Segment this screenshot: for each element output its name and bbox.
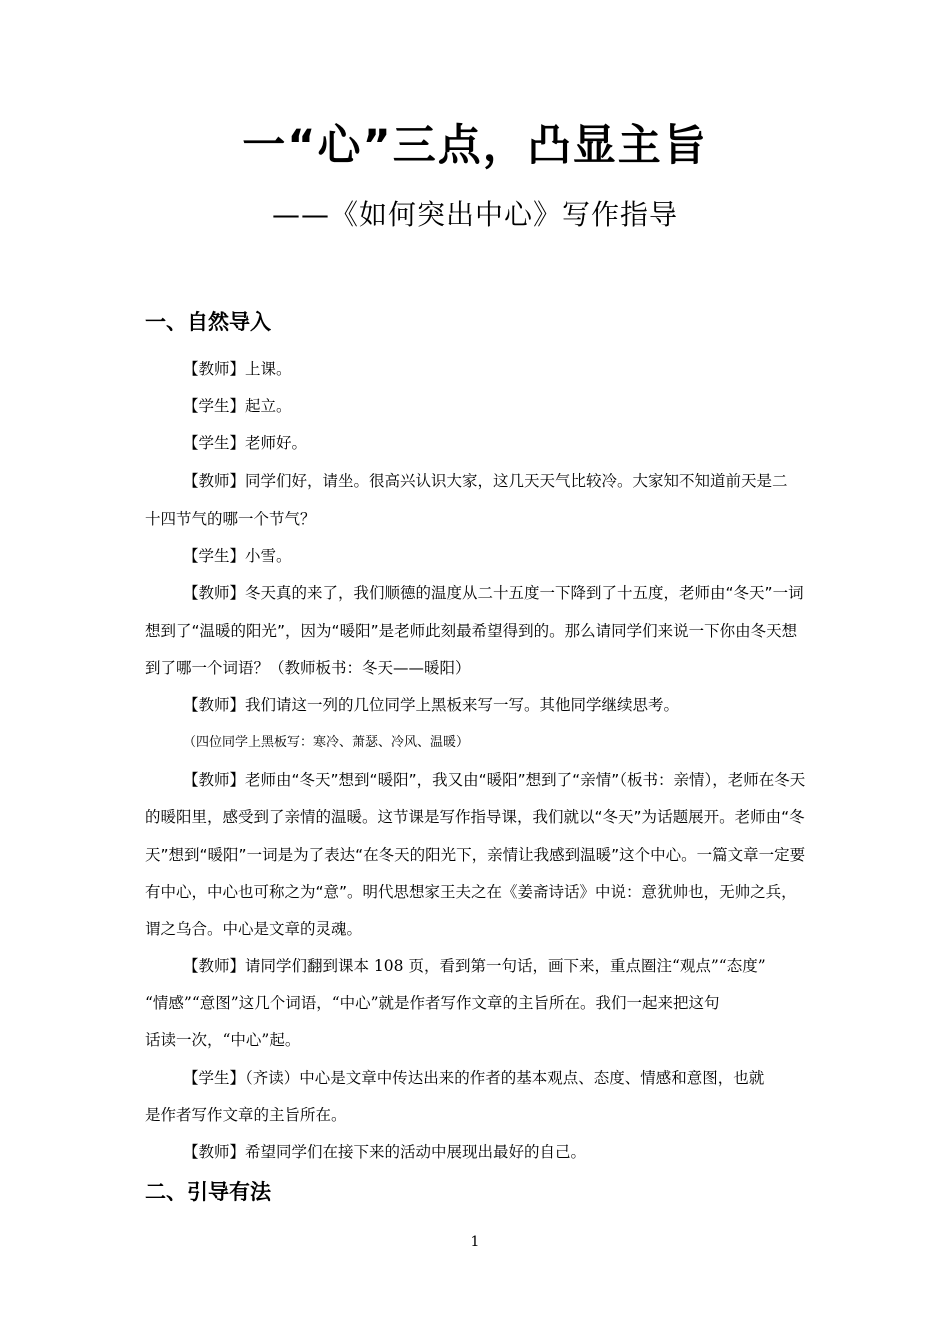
dialogue-line: 谓之乌合。中心是文章的灵魂。 xyxy=(145,920,363,938)
dialogue-line: 话读一次，“中心”起。 xyxy=(145,1031,301,1049)
dialogue-line: 【教师】上课。 xyxy=(183,360,292,378)
dialogue-line: 十四节气的哪一个节气？ xyxy=(145,510,316,528)
dialogue-line: 【学生】小雪。 xyxy=(183,547,292,565)
dialogue-line: 【教师】冬天真的来了，我们顺德的温度从二十五度一下降到了十五度，老师由“冬天”一词 xyxy=(183,584,804,602)
dialogue-line: 【教师】我们请这一列的几位同学上黑板来写一写。其他同学继续思考。 xyxy=(183,696,680,714)
stage-direction: （四位同学上黑板写：寒冷、萧瑟、冷风、温暖） xyxy=(183,735,470,750)
section-heading-guidance: 二、引导有法 xyxy=(145,1180,271,1204)
dialogue-line: 到了哪一个词语？（教师板书：冬天——暖阳） xyxy=(145,659,471,677)
page-number: 1 xyxy=(470,1234,480,1250)
document-title: 一“心”三点，凸显主旨 xyxy=(242,121,708,171)
document-subtitle: ——《如何突出中心》写作指导 xyxy=(271,198,678,231)
dialogue-line: 【教师】希望同学们在接下来的活动中展现出最好的自己。 xyxy=(183,1143,587,1161)
dialogue-line: 【学生】起立。 xyxy=(183,397,292,415)
dialogue-line: 是作者写作文章的主旨所在。 xyxy=(145,1106,347,1124)
dialogue-line: 天”想到“暖阳”一词是为了表达“在冬天的阳光下，亲情让我感到温暖”这个中心。一篇文章一定要 xyxy=(145,846,806,864)
dialogue-line: 的暖阳里，感受到了亲情的温暖。这节课是写作指导课，我们就以“冬天”为话题展开。老师由“冬 xyxy=(145,808,805,826)
dialogue-line: 【教师】同学们好，请坐。很高兴认识大家，这几天天气比较冷。大家知不知道前天是二 xyxy=(183,472,788,490)
dialogue-line: 【教师】请同学们翻到课本 108 页，看到第一句话，画下来，重点圈注“观点”“态度” xyxy=(183,957,766,975)
dialogue-line: 【教师】老师由“冬天”想到“暖阳”，我又由“暖阳”想到了“亲情”（板书：亲情），老师在冬天 xyxy=(183,771,806,789)
dialogue-line: 【学生】老师好。 xyxy=(183,434,308,452)
dialogue-line: 想到了“温暖的阳光”，因为“暖阳”是老师此刻最希望得到的。那么请同学们来说一下你由冬天想 xyxy=(145,622,798,640)
dialogue-line: 【学生】（齐读）中心是文章中传达出来的作者的基本观点、态度、情感和意图，也就 xyxy=(183,1069,765,1087)
dialogue-line: “情感”“意图”这几个词语，“中心”就是作者写作文章的主旨所在。我们一起来把这句 xyxy=(145,994,720,1012)
dialogue-line: 有中心，中心也可称之为“意”。明代思想家王夫之在《姜斋诗话》中说：意犹帅也，无帅之兵， xyxy=(145,883,797,901)
section-heading-natural-intro: 一、自然导入 xyxy=(145,310,271,334)
